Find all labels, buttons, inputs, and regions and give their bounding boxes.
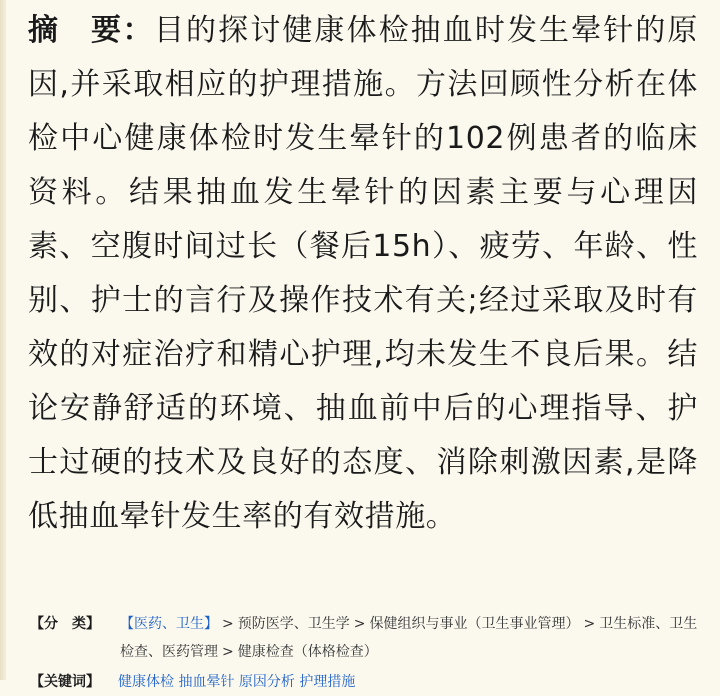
classification-label: 【分 类】: [30, 616, 100, 632]
classification-link-health-standards[interactable]: 卫生标准、卫生检查、医药管理: [120, 616, 698, 660]
classification-separator: >: [222, 644, 234, 660]
page-left-border: [0, 0, 6, 680]
classification-row: [30, 610, 702, 666]
classification-link-health-check[interactable]: 健康检查（体格检查）: [237, 644, 378, 660]
keywords-label: 【关键词】: [30, 674, 100, 690]
keywords-links[interactable]: 健康体检 抽血晕针 原因分析 护理措施: [118, 674, 356, 690]
abstract-paragraph: [28, 4, 698, 544]
classification-separator: >: [583, 616, 596, 632]
classification-path: [118, 610, 702, 666]
classification-separator: >: [222, 616, 234, 632]
classification-separator: >: [353, 616, 366, 632]
abstract-text: 目的探讨健康体检抽血时发生晕针的原因,并采取相应的护理措施。方法回顾性分析在体检中心健康体检时发生晕针的102例患者的临床资料。结果抽血发生晕针的因素主要与心理因素、空腹时间过长（餐后15h）、疲劳、年龄、性别、护士的言行及操作技术有关;经过采取及时有效的对症治疗和精心护理,均未发生不良后果。结论安静舒适的环境、抽血前中后的心理指导、护士过硬的技术及良好的态度、消除刺激因素,是降低抽血晕针发生率的有效措施。: [28, 13, 699, 534]
classification-link-health-org[interactable]: 保健组织与事业（卫生事业管理）: [369, 616, 580, 632]
classification-link-medicine[interactable]: 【医药、卫生】: [120, 616, 218, 632]
abstract-label: 摘 要：: [28, 13, 154, 48]
classification-link-preventive[interactable]: 预防医学、卫生学: [237, 616, 350, 632]
keywords-row: [30, 668, 702, 696]
